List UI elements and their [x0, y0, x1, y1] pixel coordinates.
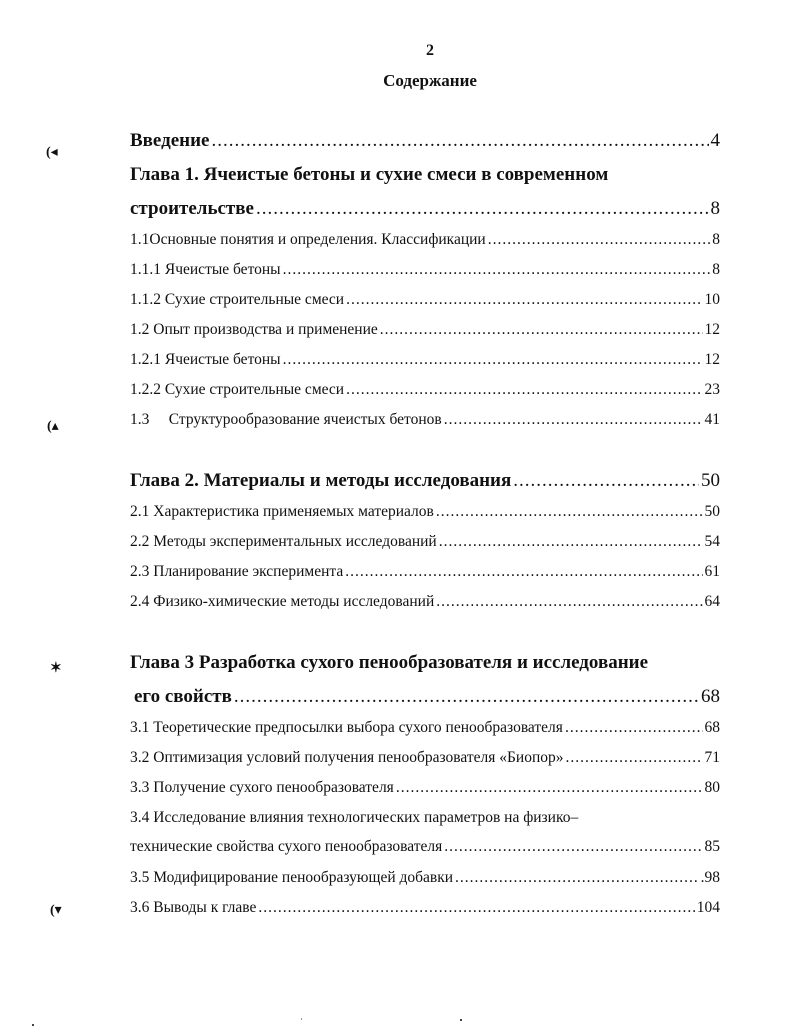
toc-entry[interactable] — [130, 533, 720, 555]
toc-entry-label: 3.3 Получение сухого пенообразователя — [130, 779, 394, 796]
leader-dots — [283, 351, 703, 369]
toc-entry-page: 68 — [701, 686, 720, 707]
toc-entry-page: 71 — [704, 749, 720, 766]
toc-entry-page: 4 — [710, 130, 720, 151]
leader-dots — [283, 261, 711, 279]
toc-entry-label: его свойств — [134, 686, 232, 707]
toc-entry[interactable] — [130, 261, 720, 283]
toc-entry[interactable] — [130, 838, 720, 860]
toc-title: Содержание — [383, 71, 477, 90]
leader-dots — [346, 381, 702, 399]
toc-entry[interactable] — [130, 593, 720, 615]
toc-entry-page: 68 — [704, 719, 720, 736]
leader-dots — [436, 503, 703, 521]
toc-entry-label: 1.2 Опыт производства и применение — [130, 321, 378, 338]
toc-entry-label: 3.4 Исследование влияния технологических параметров на физико– — [130, 809, 579, 826]
leader-dots — [436, 593, 702, 611]
scan-speck — [301, 1018, 302, 1020]
leader-dots — [234, 686, 699, 708]
toc-chapter-2[interactable] — [130, 470, 720, 492]
toc-entry-label: 2.4 Физико-химические методы исследований — [130, 593, 435, 610]
toc-entry-page: 85 — [704, 838, 720, 855]
toc-entry-label: 1.1.1 Ячеистые бетоны — [130, 261, 281, 278]
leader-dots — [444, 411, 703, 429]
scan-speck — [32, 1024, 34, 1026]
toc-entry-page: 54 — [704, 533, 720, 550]
toc-chapter-1-title[interactable] — [130, 164, 720, 186]
toc-entry-label: Введение — [130, 130, 210, 151]
toc-chapter-1[interactable] — [130, 198, 720, 220]
toc-entry-label: 1.3 Структурообразование ячеистых бетонов — [130, 411, 442, 428]
toc-entry-page: 23 — [704, 381, 720, 398]
toc-entry-label: 2.3 Планирование эксперимента — [130, 563, 344, 580]
toc-entry[interactable] — [130, 291, 720, 313]
toc-entry-wrapped-first-line[interactable] — [130, 809, 720, 831]
toc-entry-page: 12 — [704, 321, 720, 338]
leader-dots — [513, 470, 699, 492]
toc-entry-label: Глава 3 Разработка сухого пенообразователя и исследование — [130, 652, 649, 673]
page-number: 2 — [426, 42, 434, 59]
toc-entry[interactable] — [130, 411, 720, 433]
toc-entry-page: 80 — [704, 779, 720, 796]
toc-entry-label: строительстве — [130, 198, 254, 219]
toc-entry-page: 12 — [704, 351, 720, 368]
toc-entry-page: 50 — [704, 503, 720, 520]
toc-entry-label: Глава 2. Материалы и методы исследования — [130, 470, 512, 491]
toc-entry-page: .98 — [700, 869, 720, 886]
toc-entry[interactable] — [130, 749, 720, 771]
toc-entry-page: 41 — [704, 411, 720, 428]
leader-dots — [444, 838, 702, 856]
toc-entry-page: 61 — [704, 563, 720, 580]
scan-speck — [460, 1019, 462, 1021]
toc-entry-page: 8 — [712, 231, 720, 248]
leader-dots — [346, 291, 702, 309]
leader-dots — [488, 231, 711, 249]
toc-entry-page: 10 — [704, 291, 720, 308]
toc-chapter-3[interactable] — [134, 686, 720, 708]
binding-mark-icon: (▴ — [47, 419, 59, 434]
toc-entry-label: 3.6 Выводы к главе — [130, 899, 257, 916]
toc-entry-label: 2.2 Методы экспериментальных исследований — [130, 533, 437, 550]
toc-entry-page: 50 — [701, 470, 720, 491]
toc-entry[interactable] — [130, 321, 720, 343]
toc-entry[interactable] — [130, 231, 720, 253]
toc-entry[interactable] — [130, 563, 720, 585]
leader-dots — [566, 749, 703, 767]
toc-entry-intro[interactable] — [130, 130, 720, 152]
binding-mark-icon: ✶ — [50, 661, 62, 676]
toc-entry-label: 2.1 Характеристика применяемых материалов — [130, 503, 434, 520]
toc-entry-label: 3.1 Теоретические предпосылки выбора сухого пенообразователя — [130, 719, 563, 736]
toc-chapter-3-title[interactable] — [130, 652, 720, 674]
toc-entry-page: 8 — [712, 261, 720, 278]
toc-entry-label: Глава 1. Ячеистые бетоны и сухие смеси в современном — [130, 164, 609, 185]
leader-dots — [258, 899, 694, 917]
toc-entry-label: 1.2.1 Ячеистые бетоны — [130, 351, 281, 368]
leader-dots — [565, 719, 703, 737]
toc-entry-label: 1.1.2 Сухие строительные смеси — [130, 291, 345, 308]
leader-dots — [212, 130, 709, 152]
toc-entry-label: 3.2 Оптимизация условий получения пенообразователя «Биопор» — [130, 749, 564, 766]
toc-entry[interactable] — [130, 351, 720, 373]
leader-dots — [455, 869, 699, 887]
toc-entry-page: 64 — [704, 593, 720, 610]
leader-dots — [396, 779, 703, 797]
toc-entry[interactable] — [130, 719, 720, 741]
leader-dots — [256, 198, 709, 220]
binding-mark-icon: (◂ — [46, 145, 58, 160]
toc-entry-label: 1.1Основные понятия и определения. Классификации — [130, 231, 486, 248]
toc-entry-label: технические свойства сухого пенообразователя — [130, 838, 443, 855]
toc-entry-page: 8 — [710, 198, 720, 219]
toc-entry-label: 1.2.2 Сухие строительные смеси — [130, 381, 345, 398]
binding-mark-icon: (▾ — [50, 903, 62, 918]
toc-entry-page: 104 — [696, 899, 720, 916]
leader-dots — [380, 321, 703, 339]
toc-entry[interactable] — [130, 779, 720, 801]
toc-entry[interactable] — [130, 381, 720, 403]
toc-entry[interactable] — [130, 899, 720, 921]
leader-dots — [345, 563, 702, 581]
toc-entry[interactable] — [130, 503, 720, 525]
toc-entry[interactable] — [130, 869, 720, 891]
leader-dots — [439, 533, 703, 551]
toc-entry-label: 3.5 Модифицирование пенообразующей добавки — [130, 869, 454, 886]
